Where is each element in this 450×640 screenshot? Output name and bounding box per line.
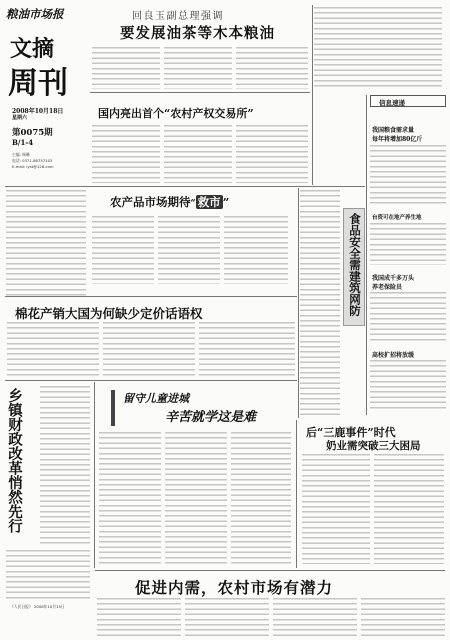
masthead-weekday: 星期六 xyxy=(12,115,28,121)
lead-text-col1 xyxy=(92,47,160,89)
lead-title: 要发展油茶等木本粮油 xyxy=(120,25,275,42)
article-title: 促进内需，农村市场有潜力 xyxy=(135,578,334,597)
brief-text xyxy=(314,7,442,87)
article-text-col1 xyxy=(97,598,181,636)
left-article-text xyxy=(6,190,86,296)
article-title-block xyxy=(111,390,281,426)
masthead-pages: B/1-4 xyxy=(12,138,34,147)
article-dairy xyxy=(300,420,446,568)
article-text-col3 xyxy=(273,598,357,636)
divider xyxy=(5,296,297,297)
sidebar-item-title: 台资可在地产养生地 xyxy=(372,215,422,221)
divider xyxy=(312,5,313,185)
divider xyxy=(95,570,445,571)
article-text-col1 xyxy=(92,125,160,183)
article-domestic-demand xyxy=(95,572,447,638)
masthead-email: E-mail: lyst@126.com xyxy=(12,164,54,169)
article-text-col4 xyxy=(361,598,445,636)
sidebar-item-title: 养老保险员 xyxy=(372,284,403,291)
food-safety-article xyxy=(300,188,366,418)
masthead-date: 2008年10月18日 xyxy=(12,108,64,115)
article-text-col1 xyxy=(302,454,370,564)
sidebar-item-title: 我国成千多万头 xyxy=(372,275,415,282)
article-text-col2 xyxy=(374,454,444,564)
masthead xyxy=(6,6,86,176)
info-sidebar xyxy=(368,95,448,415)
divider xyxy=(5,380,297,381)
article-left-behind-children xyxy=(97,382,293,568)
masthead-logo xyxy=(6,24,90,101)
masthead-title-zhou: 周刊 xyxy=(8,66,68,101)
brief-article xyxy=(314,5,444,95)
article-text-col1 xyxy=(92,216,154,284)
article-byline: 《人民日报》 2008年10月15日 xyxy=(10,604,65,609)
article-agri-market xyxy=(90,188,290,288)
masthead-paper-name: 粮油市场报 xyxy=(6,7,64,21)
article-township-finance xyxy=(6,382,92,614)
lead-text-col3 xyxy=(236,47,308,89)
masthead-editor: 主编: 杨琳 xyxy=(12,152,30,157)
article-text-col3 xyxy=(224,216,288,284)
divider xyxy=(296,420,297,568)
article-title: 乡镇财政改革悄然先行 xyxy=(6,388,23,533)
lead-text-col2 xyxy=(164,47,232,89)
sidebar-item-title: 每年将增加80亿斤 xyxy=(372,136,423,143)
article-text-col2 xyxy=(164,125,232,183)
divider xyxy=(90,92,310,93)
sidebar-header xyxy=(370,95,446,107)
article-title-highlight: 救市 xyxy=(197,195,221,209)
article-text-col3 xyxy=(236,125,308,183)
article-title: 农产品市场期待“ 救市 ” xyxy=(110,195,230,209)
article-text-col2 xyxy=(185,598,269,636)
divider xyxy=(94,382,95,568)
article-title: 后“三鹿事件”时代 xyxy=(306,426,396,439)
sidebar-item-text xyxy=(370,292,446,342)
article-text-col2 xyxy=(158,216,220,284)
lead-kicker: 回良玉副总理强调 xyxy=(132,11,224,22)
article-cotton xyxy=(5,298,297,378)
article-subtitle: 辛苦就学这是难 xyxy=(165,410,257,425)
article-subtitle: 奶业需突破三大困局 xyxy=(326,440,421,452)
lead-article xyxy=(90,5,310,90)
article-title: 留守儿童进城 xyxy=(123,392,189,405)
masthead-tel: 电话: 0371-86757103 xyxy=(12,158,53,163)
sidebar-item-text xyxy=(370,145,446,205)
article-text-col2 xyxy=(165,432,227,564)
masthead-issue: 第0075期 xyxy=(12,128,53,138)
article-title: 棉花产销大国为何缺少定价话语权 xyxy=(15,306,203,321)
food-safety-title-box xyxy=(343,208,365,326)
divider xyxy=(366,95,367,415)
sidebar-item-title: 我国粮食需求量 xyxy=(372,127,415,134)
sidebar-item-text xyxy=(370,360,446,412)
divider xyxy=(5,186,365,187)
sidebar-item-title: 高校扩招将放缓 xyxy=(372,352,415,359)
sidebar-item-text xyxy=(370,223,446,265)
article-text-col1 xyxy=(7,322,99,376)
article-text-col3 xyxy=(199,322,295,376)
article-text-col2 xyxy=(103,322,195,376)
food-safety-text xyxy=(300,190,340,416)
article-title: 国内亮出首个“农村产权交易所” xyxy=(98,107,254,120)
masthead-title-wen: 文摘 xyxy=(10,36,55,62)
article-text-col2 xyxy=(6,550,90,600)
article-text-col3 xyxy=(231,432,291,564)
article-property-exchange xyxy=(90,95,310,185)
article-text-col1 xyxy=(99,432,161,564)
sidebar-header-label: 信息速递 xyxy=(379,99,405,107)
article-text-col1 xyxy=(40,386,90,546)
food-safety-title: 食品安全需建筑网防 xyxy=(348,213,362,317)
divider xyxy=(298,188,299,418)
